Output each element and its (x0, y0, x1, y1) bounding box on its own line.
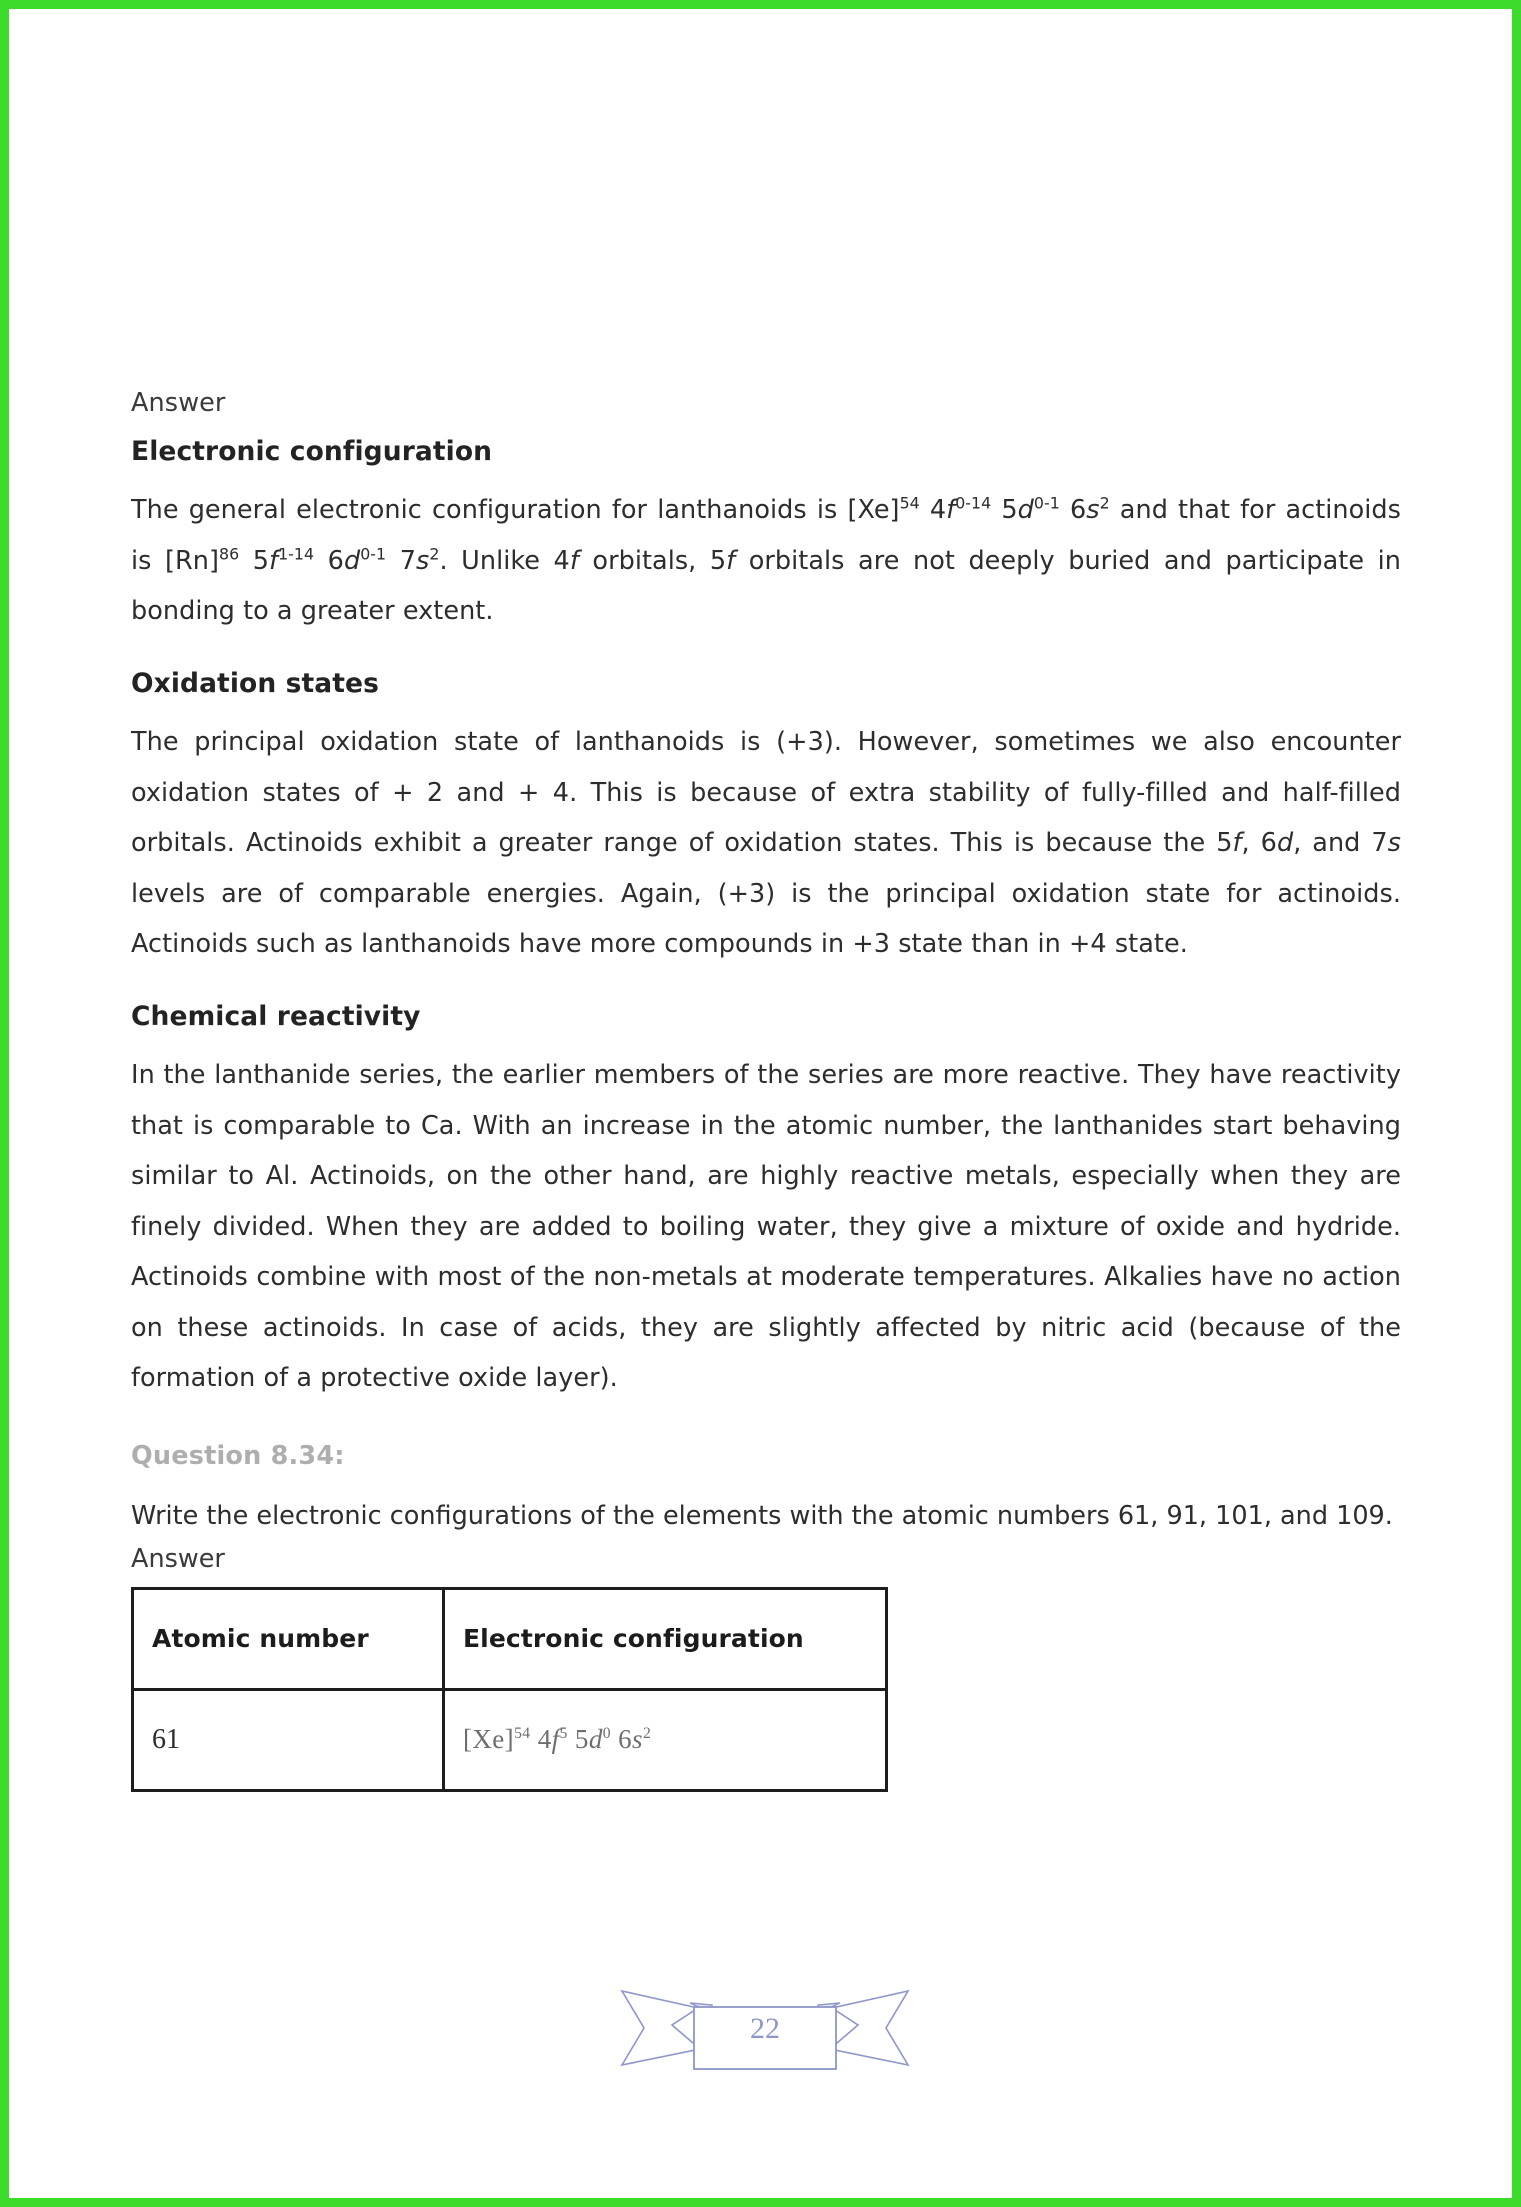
electronic-configuration-table (131, 1587, 888, 1792)
document-content (131, 388, 1401, 1792)
section-heading-chemical-reactivity: Chemical reactivity (131, 1000, 421, 1032)
table-row (133, 1689, 887, 1790)
table-header-row (133, 1588, 887, 1689)
section-heading-electronic-configuration: Electronic configuration (131, 435, 493, 467)
section-paragraph-chemical-reactivity: In the lanthanide series, the earlier members of the series are more reactive. They have reactivity that is comparable to Ca. With an increase in the atomic number, the lanthanides start behaving similar to Al. Actinoids, on the other hand, are highly reactive metals, especially when they are finely divided. When they are added to boiling water, they give a mixture of oxide and hydride. Actinoids combine with most of the non-metals at moderate temperatures. Alkalies have no action on these actinoids. In case of acids, they are slightly affected by nitric acid (because of the formation of a protective oxide layer). (131, 1060, 1401, 1393)
question-answer-label: Answer (131, 1544, 225, 1574)
section-paragraph-oxidation-states: The principal oxidation state of lanthanoids is (+3). However, sometimes we also encounter oxidation states of + 2 and + 4. This is because of extra stability of fully-filled and half-filled orbitals. Actinoids exhibit a greater range of oxidation states. This is because the 5f, 6d, and 7s levels are of comparable energies. Again, (+3) is the principal oxidation state for actinoids. Actinoids such as lanthanoids have more compounds in +3 state than in +4 state. (131, 727, 1401, 959)
atomic-number-value: 61 (152, 1723, 180, 1755)
table-header-atomic-number: Atomic number (133, 1588, 444, 1689)
section-heading-oxidation-states: Oxidation states (131, 667, 379, 699)
table-cell-atomic-number (133, 1689, 444, 1790)
question-label: Question 8.34: (131, 1440, 345, 1471)
section-paragraph-electronic-configuration: The general electronic configuration for lanthanoids is $[Xe]^{54}$ $4f^{0-14}$ $5d^{0-1}$ $6s^2$ and that for actinoids is $[Rn]^{86}$ $5f^{1-14}$ $6d^{0-1}$ $7s^2$. Unlike 4f orbitals, 5f orbitals are not deeply buried and participate in bonding to a greater extent. (131, 493, 1401, 626)
table-cell-electronic-configuration (444, 1689, 887, 1790)
question-text: Write the electronic configurations of the elements with the atomic numbers 61, 91, 101, and 109. (131, 1501, 1393, 1531)
page-number-ribbon (620, 1981, 910, 2077)
ribbon-icon (620, 1981, 910, 2077)
electronic-configuration-value: $[Xe]^{54}$ $4f^5$ $5d^0$ $6s^2$ (463, 1724, 652, 1754)
table-header-electronic-configuration: Electronic configuration (444, 1588, 887, 1689)
page-number-value: 22 (750, 2012, 780, 2045)
page-canvas (9, 9, 1512, 2198)
answer-label: Answer (131, 388, 226, 418)
